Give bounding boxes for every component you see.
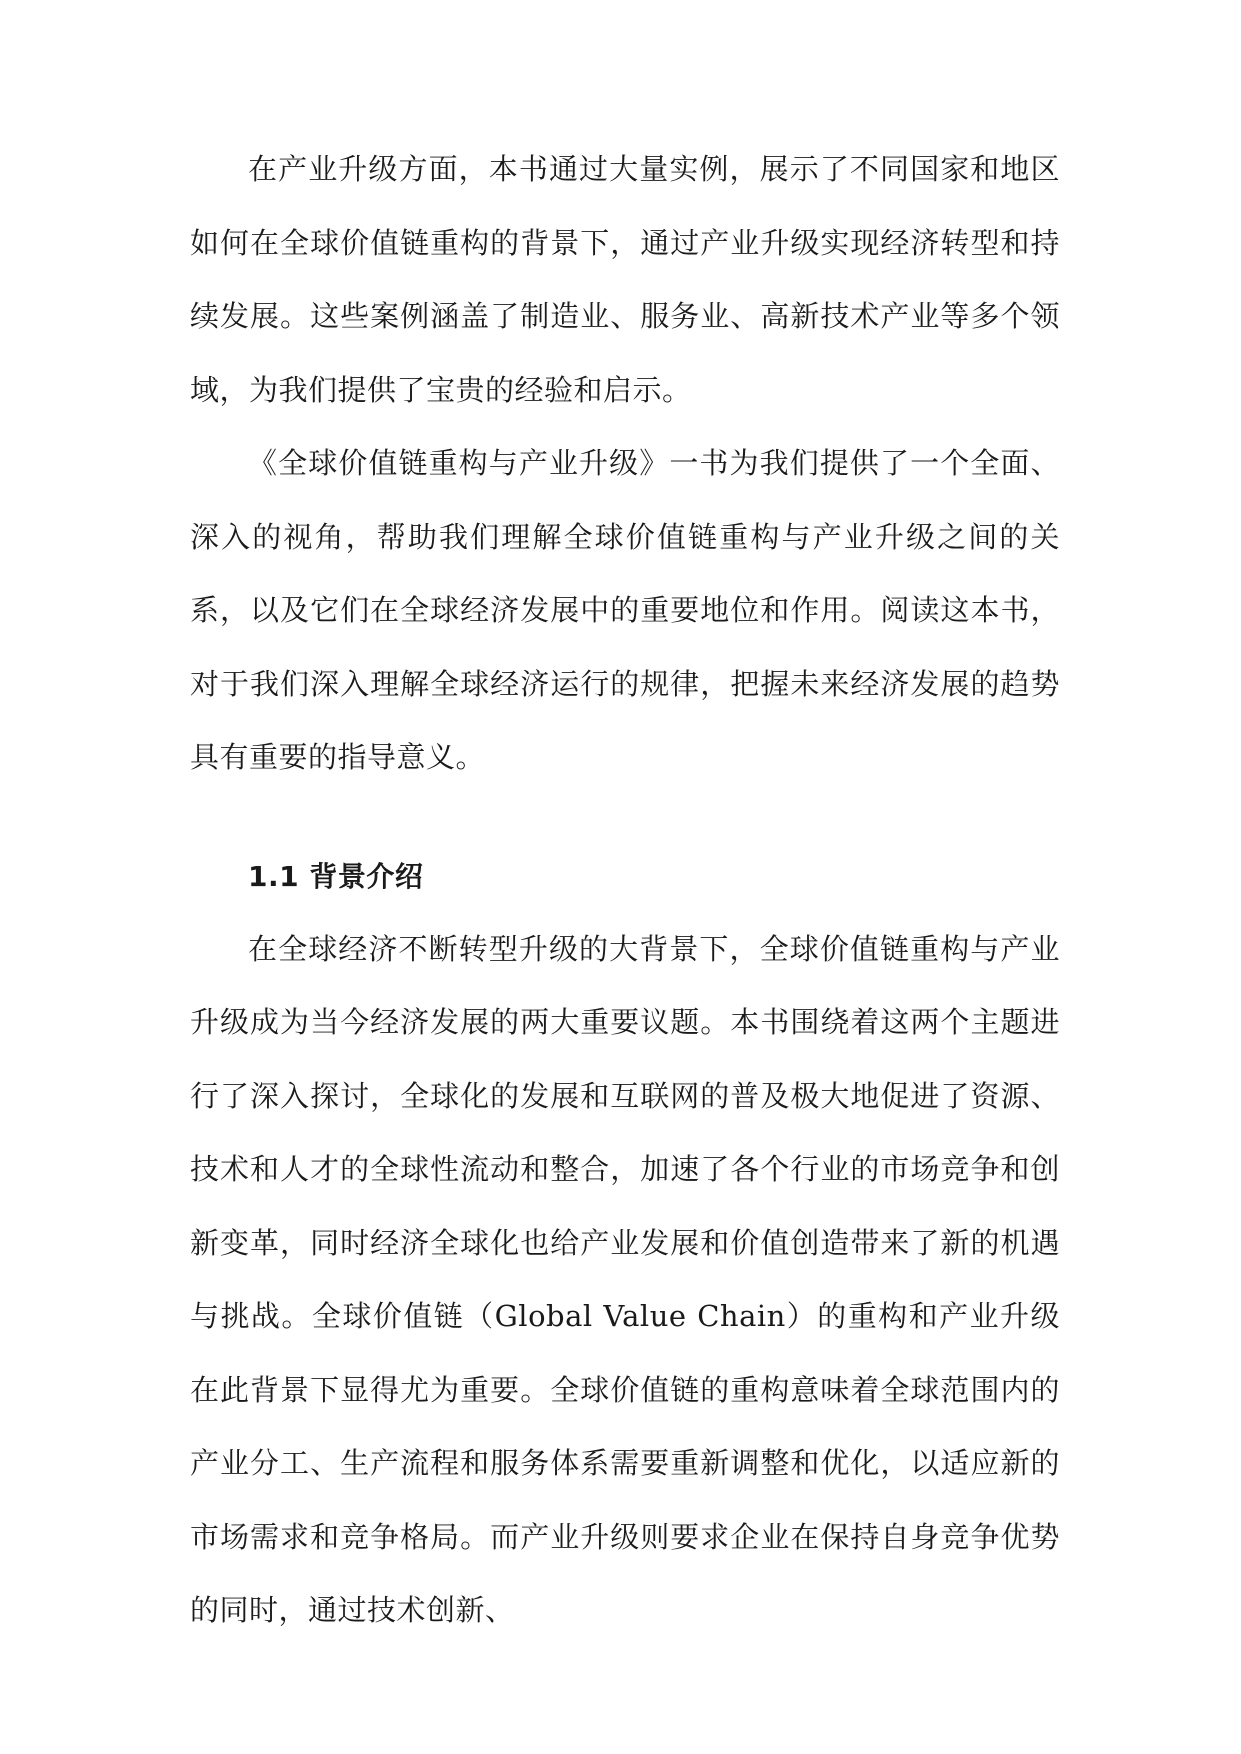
section-title: 背景介绍 bbox=[309, 859, 424, 893]
paragraph-industrial-upgrading-cases: 在产业升级方面，本书通过大量实例，展示了不同国家和地区如何在全球价值链重构的背景下，通过产业升级实现经济转型和持续发展。这些案例涵盖了制造业、服务业、高新技术产业等多个领域，为我们提供了宝贵的经验和启示。 bbox=[190, 152, 1060, 407]
section-heading bbox=[190, 841, 1060, 913]
page-content bbox=[190, 133, 1060, 1648]
paragraph-background: 在全球经济不断转型升级的大背景下，全球价值链重构与产业升级成为当今经济发展的两大重要议题。本书围绕着这两个主题进行了深入探讨，全球化的发展和互联网的普及极大地促进了资源、技术和人才的全球性流动和整合，加速了各个行业的市场竞争和创新变革，同时经济全球化也给产业发展和价值创造带来了新的机遇与挑战。全球价值链（Global Value Chain）的重构和产业升级在此背景下显得尤为重要。全球价值链的重构意味着全球范围内的产业分工、生产流程和服务体系需要重新调整和优化，以适应新的市场需求和竞争格局。而产业升级则要求企业在保持自身竞争优势的同时，通过技术创新、 bbox=[190, 931, 1060, 1627]
section-number: 1.1 bbox=[248, 859, 300, 893]
paragraph-book-summary: 《全球价值链重构与产业升级》一书为我们提供了一个全面、深入的视角，帮助我们理解全球价值链重构与产业升级之间的关系，以及它们在全球经济发展中的重要地位和作用。阅读这本书，对于我们深入理解全球经济运行的规律，把握未来经济发展的趋势具有重要的指导意义。 bbox=[190, 446, 1060, 774]
